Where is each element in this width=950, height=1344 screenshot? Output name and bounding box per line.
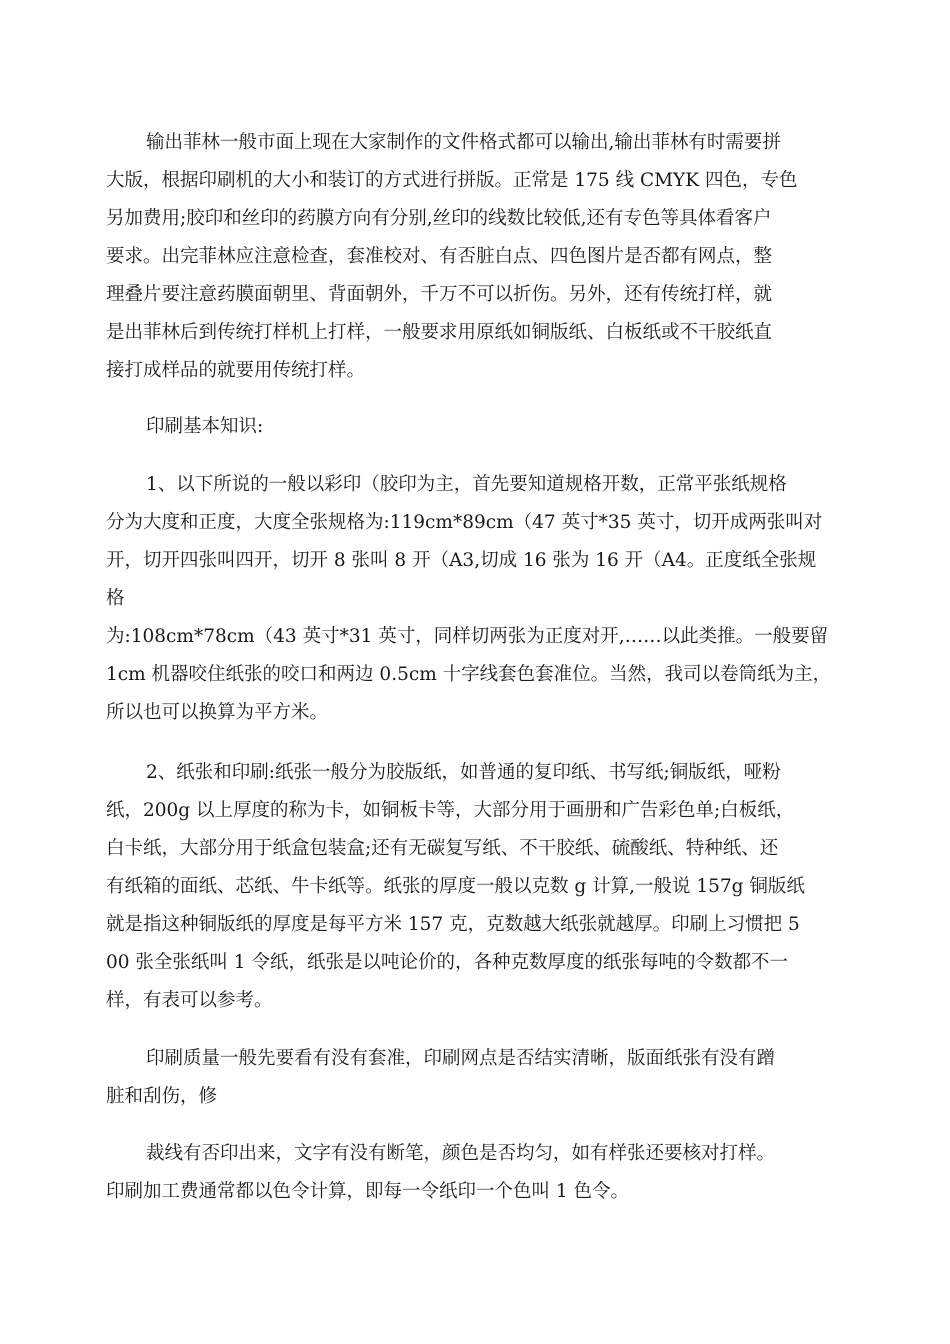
text-line: 裁线有否印出来，文字有没有断笔，颜色是否均匀，如有样张还要核对打样。 — [146, 1143, 776, 1164]
section-heading-printing-basics — [106, 408, 858, 446]
text-line: 接打成样品的就要用传统打样。 — [106, 360, 366, 381]
text-line: 1cm 机器咬住纸张的咬口和两边 0.5cm 十字线套色套准位。当然，我司以卷筒纸为主， — [106, 664, 832, 685]
text-line: 是出菲林后到传统打样机上打样，一般要求用原纸如铜版纸、白板纸或不干胶纸直 — [106, 322, 773, 343]
text-line: 白卡纸，大部分用于纸盒包装盒;还有无碳复写纸、不干胶纸、硫酸纸、特种纸、还 — [106, 838, 779, 859]
paragraph-trim-and-cost — [106, 1135, 858, 1211]
text-line: 理叠片要注意药膜面朝里、背面朝外，千万不可以折伤。另外，还有传统打样，就 — [106, 284, 773, 305]
paragraph-paper-sizes — [106, 466, 858, 732]
text-line: 1、以下所说的一般以彩印（胶印为主，首先要知道规格开数，正常平张纸规格 — [146, 474, 787, 495]
text-line: 00 张全张纸叫 1 令纸，纸张是以吨论价的，各种克数厚度的纸张每吨的令数都不一 — [106, 952, 788, 973]
text-line: 大版，根据印刷机的大小和装订的方式进行拼版。正常是 175 线 CMYK 四色，专色 — [106, 170, 798, 191]
heading-text: 印刷基本知识: — [146, 416, 264, 437]
text-line: 为:108cm*78cm（43 英寸*31 英寸，同样切两张为正度对开,……以此类推。一般要留 — [106, 626, 829, 647]
text-line: 2、纸张和印刷:纸张一般分为胶版纸，如普通的复印纸、书写纸;铜版纸，哑粉 — [146, 762, 781, 783]
text-line: 所以也可以换算为平方米。 — [106, 702, 329, 723]
text-line: 开，切开四张叫四开，切开 8 张叫 8 开（A3,切成 16 张为 16 开（A4。正度纸全张规 — [106, 550, 817, 571]
text-line: 输出菲林一般市面上现在大家制作的文件格式都可以输出,输出菲林有时需要拼 — [146, 132, 781, 153]
paragraph-paper-and-printing — [106, 754, 858, 1020]
paragraph-film-output — [106, 124, 858, 390]
text-line: 样，有表可以参考。 — [106, 990, 273, 1011]
paragraph-print-quality — [106, 1040, 858, 1116]
text-line: 脏和刮伤，修 — [106, 1086, 218, 1107]
text-line: 要求。出完菲林应注意检查，套准校对、有否脏白点、四色图片是否都有网点，整 — [106, 246, 773, 267]
text-line: 就是指这种铜版纸的厚度是每平方米 157 克，克数越大纸张就越厚。印刷上习惯把 5 — [106, 914, 800, 935]
text-line: 另加费用;胶印和丝印的药膜方向有分别,丝印的线数比较低,还有专色等具体看客户 — [106, 208, 772, 229]
text-line: 格 — [106, 588, 125, 609]
text-line: 印刷质量一般先要看有没有套准，印刷网点是否结实清晰，版面纸张有没有蹭 — [146, 1048, 776, 1069]
text-line: 有纸箱的面纸、芯纸、牛卡纸等。纸张的厚度一般以克数 g 计算,一般说 157g 铜版纸 — [106, 876, 805, 897]
text-line: 印刷加工费通常都以色令计算，即每一令纸印一个色叫 1 色令。 — [106, 1181, 630, 1202]
text-line: 分为大度和正度，大度全张规格为:119cm*89cm（47 英寸*35 英寸，切开成两张叫对 — [106, 512, 823, 533]
text-line: 纸，200g 以上厚度的称为卡，如铜板卡等，大部分用于画册和广告彩色单;白板纸， — [106, 800, 795, 821]
